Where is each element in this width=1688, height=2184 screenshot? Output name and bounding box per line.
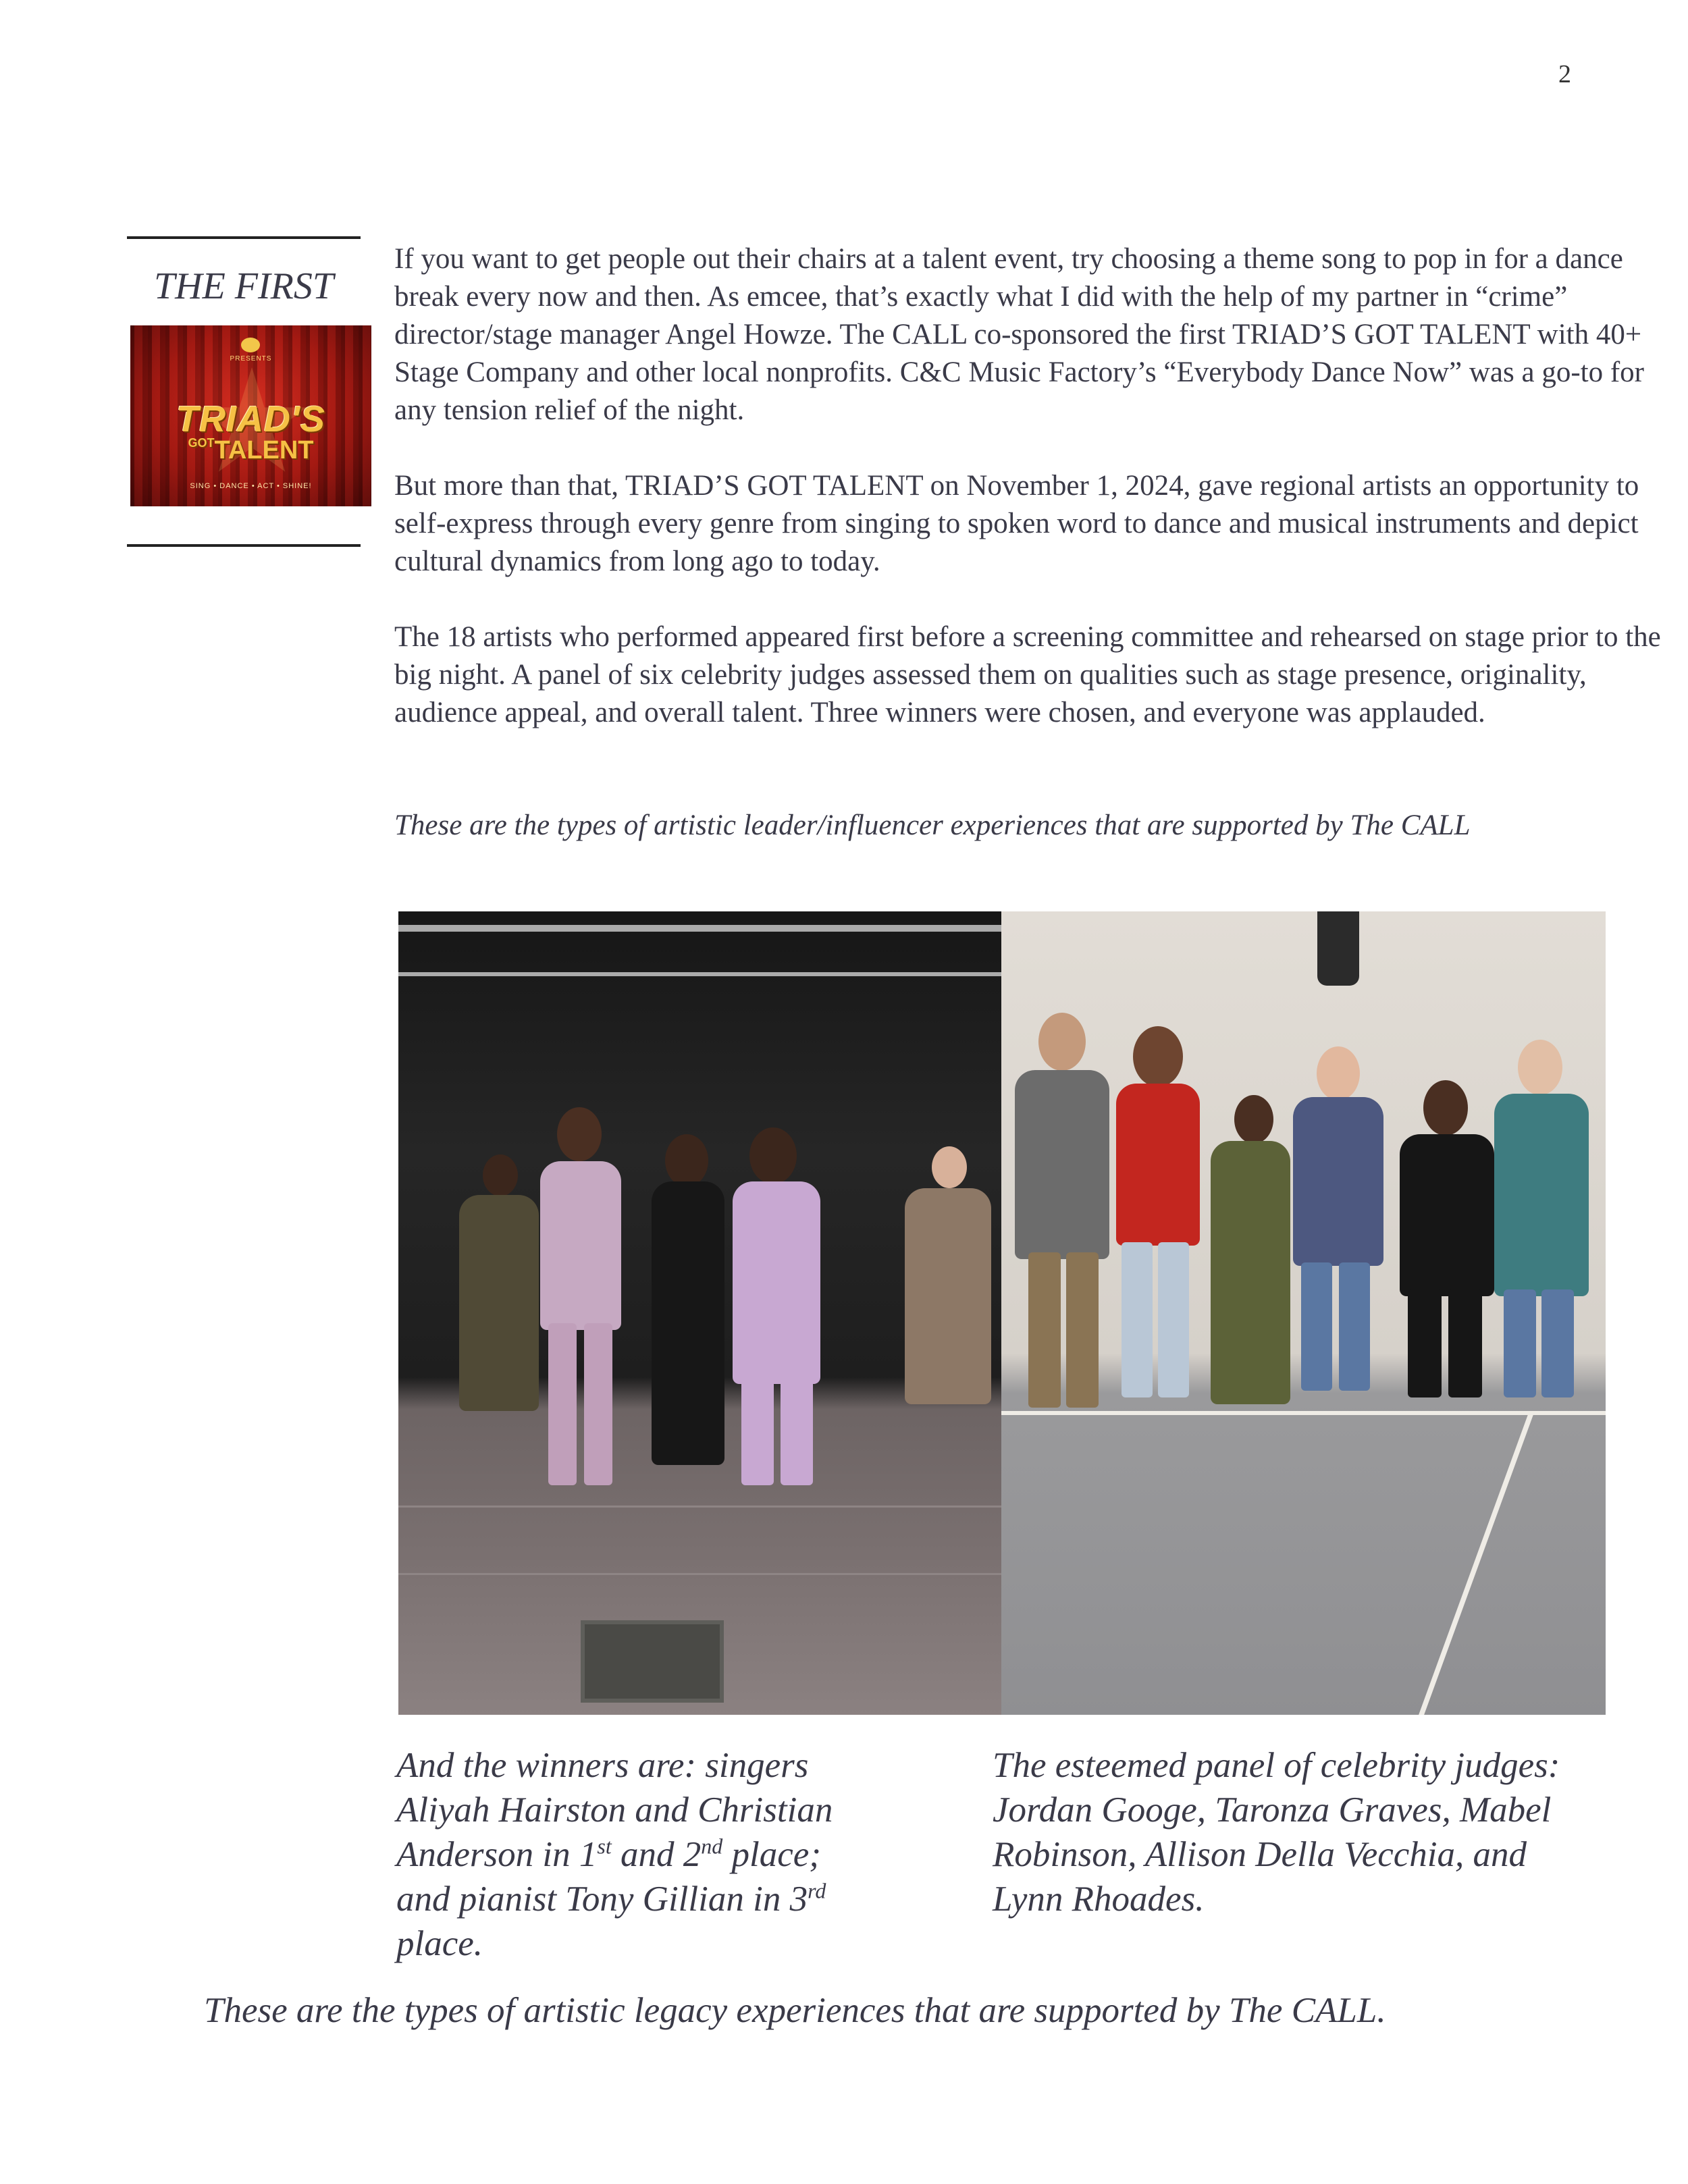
- logo-badge-icon: [241, 338, 260, 352]
- support-line-leader: These are the types of artistic leader/influencer experiences that are supported by The CALL: [394, 809, 1471, 841]
- caption-winners-sup-3: rd: [808, 1878, 826, 1903]
- floor-line: [1419, 1411, 1535, 1715]
- logo-title-talent: TALENT: [214, 436, 314, 464]
- floor-line: [1001, 1411, 1606, 1415]
- logo-title-line-2: [130, 436, 371, 465]
- stage-truss-lower: [398, 972, 1001, 976]
- caption-winners-part-3: place; and pianist Tony Gillian in 3: [396, 1835, 821, 1919]
- triads-got-talent-logo: [130, 325, 371, 506]
- caption-winners-part-2: and 2: [611, 1835, 702, 1874]
- logo-tagline: SING • DANCE • ACT • SHINE!: [190, 482, 312, 490]
- stage-board-line: [398, 1573, 1001, 1575]
- caption-winners-sup-2: nd: [701, 1834, 723, 1859]
- stage-truss: [398, 925, 1001, 932]
- caption-winners: [396, 1743, 869, 1966]
- stage-board-line: [398, 1506, 1001, 1508]
- logo-title-got: GOT: [188, 436, 215, 450]
- sidebar-title: THE FIRST: [154, 265, 334, 307]
- caption-winners-part-4: place.: [396, 1924, 483, 1963]
- logo-title-line-1: TRIAD'S: [176, 399, 325, 440]
- page-number: 2: [1558, 60, 1571, 88]
- winners-photo: [398, 911, 1001, 1715]
- sidebar-top-rule: [127, 236, 361, 239]
- caption-winners-part-1: And the winners are: singers Aliyah Hairston and Christian Anderson in 1: [396, 1746, 833, 1874]
- floor-box: [581, 1620, 724, 1703]
- caption-winners-sup-1: st: [597, 1834, 612, 1859]
- body-paragraph-3: The 18 artists who performed appeared first before a screening committee and rehearsed on stage prior to the big night. A panel of six celebrity judges assessed them on qualities such as stage presence, originality, audience appeal, and overall talent. Three winners were chosen, and everyone was applauded.: [394, 621, 1661, 728]
- body-paragraph-2: But more than that, TRIAD’S GOT TALENT on November 1, 2024, gave regional artists an opportunity to self-express through every genre from singing to spoken word to dance and musical instruments and depict cultural dynamics from long ago to today.: [394, 470, 1639, 577]
- sidebar-bottom-rule: [127, 544, 361, 547]
- speaker-icon: [1317, 911, 1359, 986]
- caption-judges: The esteemed panel of celebrity judges: Jordan Googe, Taronza Graves, Mabel Robinson, Allison Della Vecchia, and Lynn Rhoades.: [993, 1746, 1560, 1919]
- support-line-legacy: These are the types of artistic legacy experiences that are supported by The CALL.: [204, 1991, 1386, 2030]
- body-paragraph-1: If you want to get people out their chairs at a talent event, try choosing a theme song to pop in for a dance break every now and then. As emcee, that’s exactly what I did with the help of my partner in “crime” director/stage manager Angel Howze. The CALL co-sponsored the first TRIAD’S GOT TALENT with 40+ Stage Company and other local nonprofits. C&C Music Factory’s “Everybody Dance Now” was a go-to for any tension relief of the night.: [394, 243, 1644, 426]
- judges-photo: [1001, 911, 1606, 1715]
- logo-presents: PRESENTS: [230, 355, 272, 363]
